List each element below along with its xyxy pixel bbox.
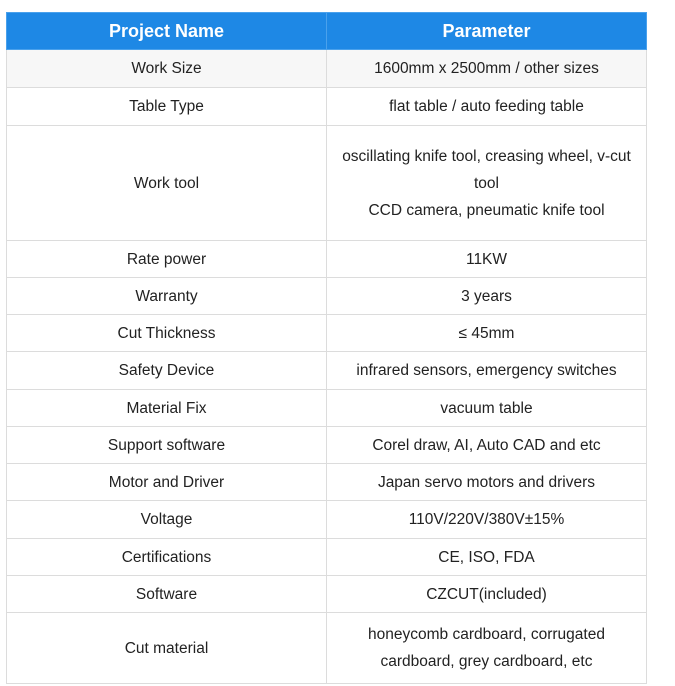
row-value-line: CCD camera, pneumatic knife tool <box>368 201 605 219</box>
table-row <box>7 539 647 576</box>
table-row <box>7 241 647 278</box>
row-value-line: oscillating knife tool, creasing wheel, v-cut tool <box>342 147 631 192</box>
row-value: 3 years <box>327 278 647 315</box>
table-row <box>7 278 647 315</box>
row-name: Work tool <box>7 126 327 241</box>
row-value: flat table / auto feeding table <box>327 88 647 126</box>
row-value: vacuum table <box>327 390 647 427</box>
table-row <box>7 88 647 126</box>
table-row <box>7 50 647 88</box>
table-row <box>7 464 647 501</box>
row-name: Certifications <box>7 539 327 576</box>
row-name: Support software <box>7 427 327 464</box>
row-value: ≤ 45mm <box>327 315 647 352</box>
row-name: Cut Thickness <box>7 315 327 352</box>
header-row <box>7 13 647 50</box>
table-row <box>7 315 647 352</box>
row-name: Safety Device <box>7 352 327 390</box>
table-row <box>7 390 647 427</box>
row-value <box>327 126 647 241</box>
header-project-name: Project Name <box>7 13 327 50</box>
row-value: CE, ISO, FDA <box>327 539 647 576</box>
row-name: Work Size <box>7 50 327 88</box>
row-name: Table Type <box>7 88 327 126</box>
row-value: infrared sensors, emergency switches <box>327 352 647 390</box>
row-value: 11KW <box>327 241 647 278</box>
row-name: Cut material <box>7 613 327 684</box>
table-row <box>7 126 647 241</box>
row-name: Material Fix <box>7 390 327 427</box>
row-value: Corel draw, AI, Auto CAD and etc <box>327 427 647 464</box>
row-value: 110V/220V/380V±15% <box>327 501 647 539</box>
row-name: Motor and Driver <box>7 464 327 501</box>
table-row <box>7 576 647 613</box>
table-row <box>7 613 647 684</box>
row-value: honeycomb cardboard, corrugated cardboard, grey cardboard, etc <box>327 613 647 684</box>
row-name: Software <box>7 576 327 613</box>
row-value: 1600mm x 2500mm / other sizes <box>327 50 647 88</box>
row-name: Voltage <box>7 501 327 539</box>
header-parameter: Parameter <box>327 13 647 50</box>
row-value: CZCUT(included) <box>327 576 647 613</box>
table-row <box>7 501 647 539</box>
table-row <box>7 427 647 464</box>
row-name: Rate power <box>7 241 327 278</box>
row-value: Japan servo motors and drivers <box>327 464 647 501</box>
table-row <box>7 352 647 390</box>
row-name: Warranty <box>7 278 327 315</box>
spec-table <box>6 12 647 684</box>
